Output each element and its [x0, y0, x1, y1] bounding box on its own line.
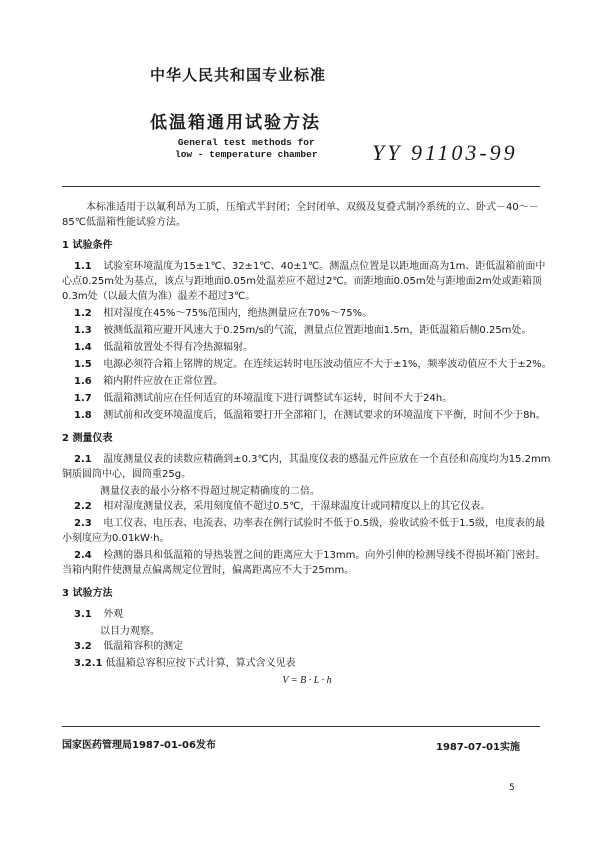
clause-number: 1.8: [74, 410, 92, 421]
clause-number: 2.3: [74, 518, 92, 529]
clause: [62, 499, 552, 514]
clause-number: 2.1: [74, 454, 92, 465]
english-title-line-1: General test methods for: [177, 137, 315, 148]
clause-continuation: 测量仪表的最小分格不得超过规定精确度的二倍。: [100, 486, 320, 497]
clause-text: 相对湿度测量仪表，采用刻度值不超过0.5℃，干湿球温度计或同精度以上的其它仪表。: [103, 501, 491, 512]
clause-text: 电源必须符合箱上铭牌的规定。在连续运转时电压波动值应不大于±1%，频率波动值应不大于±2%。: [103, 359, 552, 370]
top-divider: [62, 186, 540, 187]
clause: [62, 306, 552, 321]
clause-number: 1.5: [74, 359, 92, 370]
clause-text: 低温箱总容积应按下式计算，算式含义见表: [105, 658, 296, 669]
clause-number: 1.4: [74, 342, 92, 353]
clause: [62, 259, 552, 304]
clause-number: 1.6: [74, 376, 92, 387]
clause: [62, 607, 552, 622]
clause-number: 2.4: [74, 550, 92, 561]
clause-text: 低温箱放置处不得有冷热源辐射。: [103, 342, 254, 353]
clause: [62, 340, 552, 355]
clause-number: 2.2: [74, 501, 92, 512]
section-title: 1 试验条件: [62, 240, 113, 251]
clause: [62, 374, 552, 389]
clause: [62, 639, 552, 654]
clause: [62, 323, 552, 338]
clause-number: 1.2: [74, 308, 92, 319]
clause: [62, 391, 552, 406]
clause-text: 外观: [103, 609, 124, 620]
section-title: 3 试验方法: [62, 588, 113, 599]
clause-number: 3.2: [74, 641, 92, 652]
clause-text: 相对湿度在45%～75%范围内，绝热测量应在70%～75%。: [103, 308, 373, 319]
clause-number: 3.2.1: [74, 658, 103, 669]
volume-formula: V = B · L · h: [282, 675, 332, 686]
clause-text: 低温箱测试前应在任何适宜的环境温度下进行调整试车运转，时间不大于24h。: [103, 393, 453, 404]
clause-text: 电工仪表、电压表、电流表、功率表在例行试验时不低于0.5级，验收试验不低于1.5级，电度表的最小刻度应为0.01kW·h。: [62, 518, 545, 544]
clause: [62, 516, 552, 546]
page-title: 低温箱通用试验方法: [150, 113, 321, 133]
standard-type: 中华人民共和国专业标准: [150, 66, 327, 84]
clause-continuation: 以目力观察。: [100, 626, 160, 637]
standard-code: YY 91103-99: [372, 140, 518, 165]
issuer-date: 国家医药管理局1987-01-06发布: [62, 740, 216, 751]
clause: [62, 408, 552, 423]
effective-date: 1987-07-01实施: [436, 742, 520, 753]
clause-text: 箱内附件应放在正常位置。: [103, 376, 224, 387]
clause-text: 低温箱容积的测定: [103, 641, 184, 652]
clause-text: 被测低温箱应避开风速大于0.25m/s的气流，测量点位置距地面1.5m，距低温箱后侧0.25m处。: [103, 325, 532, 336]
clause: [62, 548, 552, 578]
english-title-line-2: low - temperature chamber: [175, 149, 318, 160]
bottom-divider: [62, 726, 540, 727]
clause: [62, 656, 552, 671]
clause-number: 1.1: [74, 261, 92, 272]
clause-number: 3.1: [74, 609, 92, 620]
document-body: [62, 200, 552, 690]
clause: [62, 452, 552, 482]
english-title: [175, 137, 318, 161]
clause-text: 温度测量仪表的读数应精确到±0.3℃内，其温度仪表的感温元件应放在一个直径和高度均为15.2mm铜质圆筒中心，圆筒重25g。: [62, 454, 551, 480]
intro-paragraph: 本标准适用于以氟利昂为工质，压缩式半封闭；全封闭单、双级及复叠式制冷系统的立、卧式－40～－85℃低温箱性能试验方法。: [62, 202, 539, 228]
section-title: 2 测量仪表: [62, 433, 113, 444]
page-number: 5: [509, 783, 515, 793]
clause: [62, 357, 552, 372]
clause-number: 1.3: [74, 325, 92, 336]
clause-text: 检测的器具和低温箱的导热装置之间的距离应大于13mm。向外引伸的检测导线不得损坏箱门密封。当箱内附件使测量点偏离规定位置时，偏离距离应不大于25mm。: [62, 550, 546, 576]
clause-text: 测试前和改变环境温度后，低温箱要打开全部箱门，在测试要求的环境温度下平衡，时间不少于8h。: [103, 410, 546, 421]
clause-number: 1.7: [74, 393, 92, 404]
clause-text: 试验室环境温度为15±1℃、32±1℃、40±1℃。测温点位置是以距地面高为1m、距低温箱前面中心点0.25m处为基点，该点与距地面0.05m处温差应不超过2℃。而距地面0.05m处与距地面2m处或距箱顶0.3m处（以最大值为准）温差不超过3℃。: [62, 261, 546, 302]
